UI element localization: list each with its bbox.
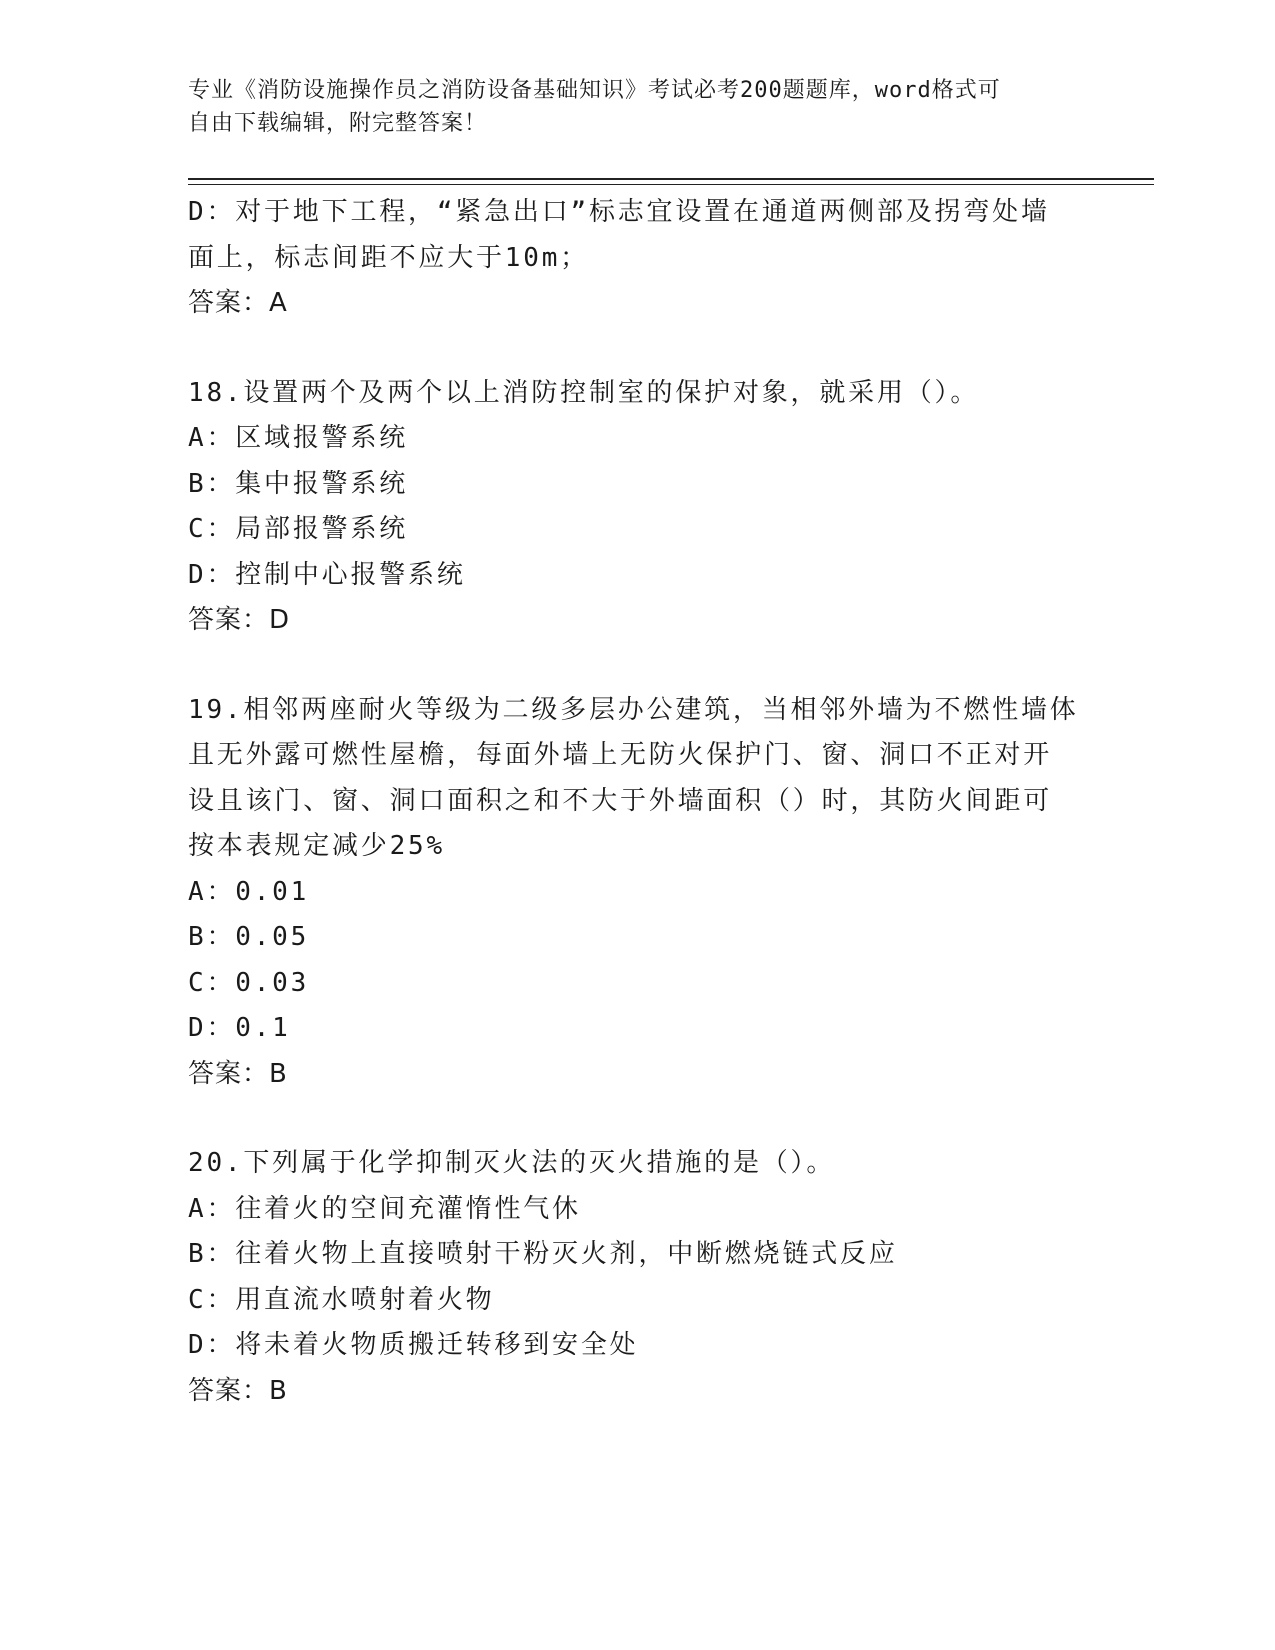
header-rule-thick [188, 178, 1154, 180]
document-header [188, 74, 1088, 140]
question-stem-line-3: 设且该门、窗、洞口面积之和不大于外墙面积（）时，其防火间距可 [188, 785, 1053, 816]
question-18 [188, 371, 1088, 644]
option-a: A：0.01 [188, 876, 310, 907]
question-fragment [188, 190, 1088, 327]
spacer [188, 1097, 1088, 1141]
option-d: D：0.1 [188, 1013, 291, 1043]
answer: 答案：B [188, 1058, 288, 1089]
option-d: D：控制中心报警系统 [188, 559, 466, 590]
answer: 答案：B [188, 1375, 288, 1406]
answer: 答案：A [188, 288, 288, 318]
spacer [188, 644, 1088, 688]
question-stem-line-1: 19.相邻两座耐火等级为二级多层办公建筑，当相邻外墙为不燃性墙体 [188, 694, 1079, 725]
question-stem-line-2: 且无外露可燃性屋檐，每面外墙上无防火保护门、窗、洞口不正对开 [188, 740, 1053, 770]
question-stem-line-4: 按本表规定减少25% [188, 831, 445, 861]
question-stem: 20.下列属于化学抑制灭火法的灭火措施的是（）。 [188, 1148, 836, 1178]
header-line-1: 专业《消防设施操作员之消防设备基础知识》考试必考200题题库，word格式可 [188, 78, 1001, 103]
option-d: D：将未着火物质搬迁转移到安全处 [188, 1330, 639, 1360]
option-c: C：用直流水喷射着火物 [188, 1284, 495, 1315]
option-b: B：0.05 [188, 922, 310, 952]
option-b: B：往着火物上直接喷射干粉灭火剂，中断燃烧链式反应 [188, 1239, 898, 1269]
option-a: A：往着火的空间充灌惰性气休 [188, 1193, 581, 1224]
question-19 [188, 688, 1088, 1098]
option-d-line-2: 面上，标志间距不应大于10m； [188, 242, 589, 273]
option-c: C：局部报警系统 [188, 514, 409, 544]
question-20 [188, 1141, 1088, 1414]
option-d-line-1: D：对于地下工程，“紧急出口”标志宜设置在通道两侧部及拐弯处墙 [188, 197, 1050, 227]
question-list [188, 190, 1088, 1414]
option-a: A：区域报警系统 [188, 423, 409, 453]
header-rule-thin [188, 184, 1154, 185]
option-c: C：0.03 [188, 967, 310, 998]
option-b: B：集中报警系统 [188, 468, 409, 499]
question-stem: 18.设置两个及两个以上消防控制室的保护对象，就采用（）。 [188, 377, 980, 408]
answer: 答案：D [188, 605, 291, 635]
header-line-2: 自由下载编辑，附完整答案！ [188, 111, 488, 136]
spacer [188, 327, 1088, 371]
